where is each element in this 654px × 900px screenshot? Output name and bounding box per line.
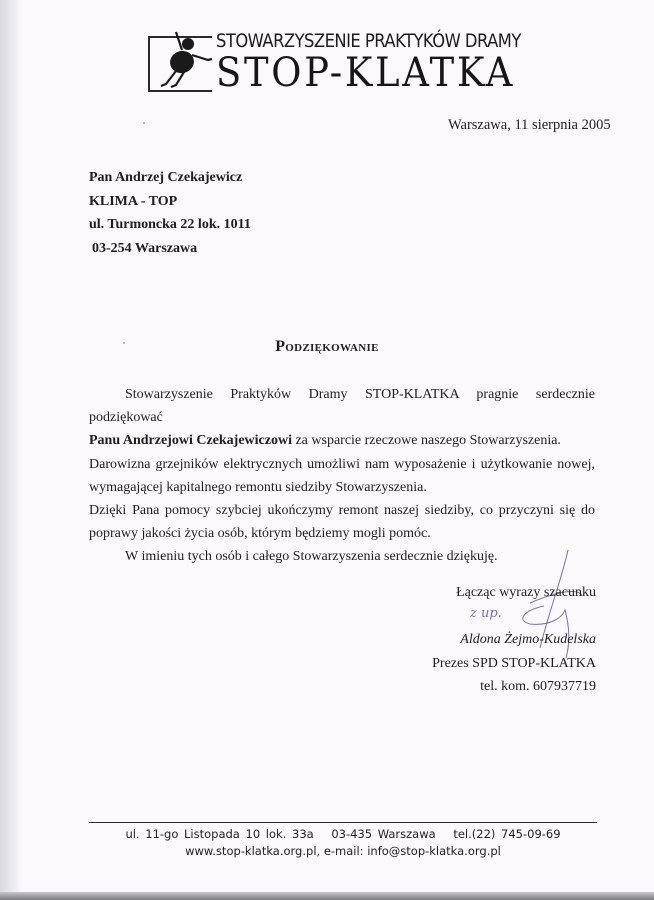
footer-phone: tel.(22) 745-09-69 xyxy=(453,827,561,841)
scan-edge-left xyxy=(0,0,22,900)
paragraph-1-line-1: Stowarzyszenie Praktyków Dramy STOP-KLATKA pragnie serdecznie podziękować xyxy=(89,387,595,426)
recipient-company: KLIMA - TOP xyxy=(89,193,178,209)
closing-block xyxy=(432,585,596,703)
recipient-address xyxy=(89,170,251,264)
recipient-bold-name: Panu Andrzejowi Czekajewiczowi xyxy=(89,433,292,449)
letter-body xyxy=(89,383,595,569)
handwritten-note: z up. xyxy=(470,606,502,621)
footer-postal: 03-435 Warszawa xyxy=(331,827,436,841)
recipient-street: ul. Turmoncka 22 lok. 1011 xyxy=(89,217,251,232)
letterhead xyxy=(146,28,546,94)
footer xyxy=(89,826,597,860)
scan-edge-bottom xyxy=(0,892,654,900)
paragraph-4: W imieniu tych osób i całego Stowarzyszenia serdecznie dziękuję. xyxy=(125,549,498,565)
paragraph-2: Darowizna grzejników elektrycznych umożliwi nam wyposażenie i użytkowanie nowej, wymagającej kapitalnego remontu siedziby Stowarzyszenia. xyxy=(89,456,595,495)
letter-title: Podziękowanie xyxy=(275,338,379,355)
footer-street: ul. 11-go Listopada 10 lok. 33a xyxy=(125,827,314,841)
footer-divider xyxy=(89,822,597,823)
recipient-city: 03-254 Warszawa xyxy=(92,240,198,256)
dancing-figure-icon xyxy=(146,28,226,94)
organization-name: STOWARZYSZENIE PRAKTYKÓW DRAMY xyxy=(216,30,521,52)
spacer xyxy=(432,609,596,633)
signer-phone: tel. kom. 607937719 xyxy=(480,679,596,694)
footer-address-line xyxy=(89,826,597,843)
signer-role: Prezes SPD STOP-KLATKA xyxy=(432,655,596,671)
scan-speck xyxy=(123,342,125,344)
signer-name: Aldona Żejmo-Kudelska xyxy=(460,632,596,647)
scan-speck xyxy=(143,122,145,124)
recipient-name: Pan Andrzej Czekajewicz xyxy=(89,170,243,185)
brand-name: STOP-KLATKA xyxy=(216,50,516,96)
paragraph-1-rest: za wsparcie rzeczowe naszego Stowarzyszenia. xyxy=(291,433,561,449)
paragraph-1-line-2 xyxy=(89,429,595,452)
paragraph-3: Dzięki Pana pomocy szybciej ukończymy remont naszej siedziby, co przyczyni się do poprawy jakości życia osób, którym będziemy mogli pomóc. xyxy=(89,503,595,542)
date-line: Warszawa, 11 sierpnia 2005 xyxy=(448,117,611,133)
footer-web-email: www.stop-klatka.org.pl, e-mail: info@stop-klatka.org.pl xyxy=(185,844,501,858)
closing-salutation: Łącząc wyrazy szacunku xyxy=(456,585,596,600)
